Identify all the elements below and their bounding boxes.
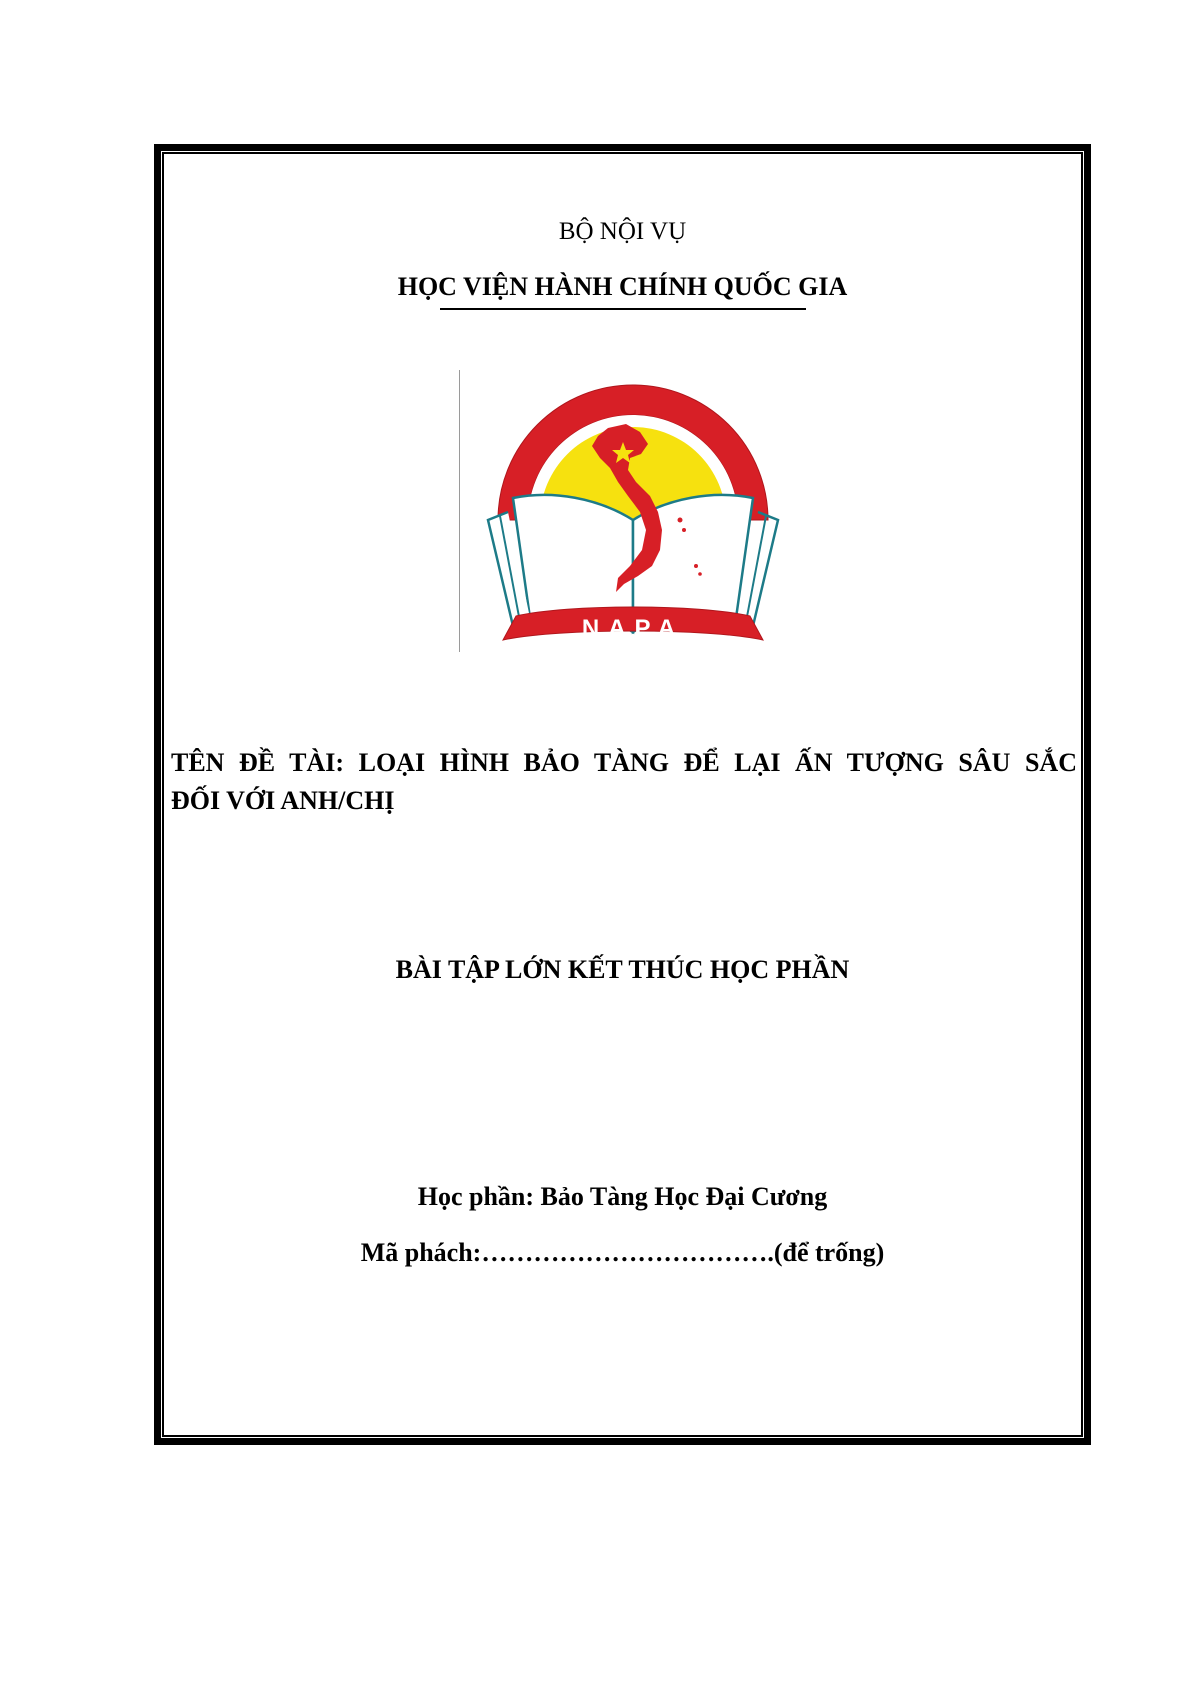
ministry-name: BỘ NỘI VỤ [558, 218, 687, 245]
thesis-topic [171, 744, 1077, 820]
logo-arc-text: HỌC VIỆN HÀNH CHÍNH QUỐC GIA [458, 355, 758, 374]
thesis-topic-line-1: TÊN ĐỀ TÀI: LOẠI HÌNH BẢO TÀNG ĐỂ LẠI ẤN TƯỢNG SÂU SẮC [171, 748, 1077, 777]
academy-name: HỌC VIỆN HÀNH CHÍNH QUỐC GIA [397, 272, 848, 301]
thesis-topic-line-2: ĐỐI VỚI ANH/CHỊ [171, 786, 395, 815]
napa-logo-graphic [458, 355, 808, 650]
assignment-title: BÀI TẬP LỚN KẾT THÚC HỌC PHẦN [395, 955, 850, 984]
logo-banner-text: NAPA [581, 615, 685, 642]
academy-underline [440, 308, 806, 310]
code-field: Mã phách:…………………………….(để trống) [360, 1238, 885, 1267]
napa-logo [458, 355, 808, 650]
course-name: Học phần: Bảo Tàng Học Đại Cương [417, 1182, 828, 1211]
